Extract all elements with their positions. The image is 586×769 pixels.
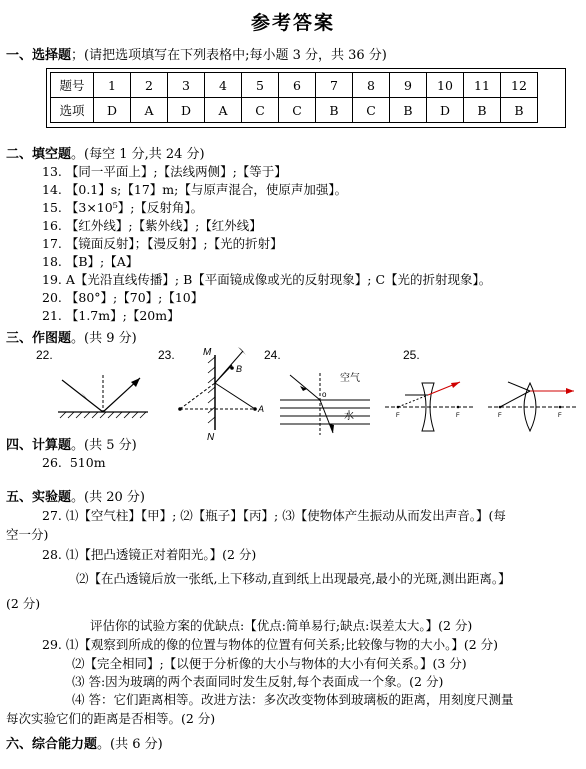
section-experiment-note: 。(共 20 分) [71, 490, 145, 505]
section-drawing-note: 。(共 9 分) [71, 331, 137, 346]
table-cell: 11 [464, 73, 501, 98]
section-drawing-heading [6, 327, 137, 346]
item-number: 14. [42, 182, 62, 197]
item-answer: 【3×10⁵】;【反射角】。 [65, 200, 204, 215]
focus-label: F [456, 413, 460, 419]
item-number: 20. [42, 290, 62, 305]
exp-line: 29. ⑴【观察到所成的像的位置与物体的位置有何关系;比较像与物的大小。】(2 分) [42, 637, 498, 652]
fill-line [42, 252, 138, 270]
item-answer: 【同一平面上】;【法线两侧】;【等于】 [65, 164, 287, 179]
section-drawing-title: 三、作图题 [6, 331, 72, 346]
table-cell: C [353, 98, 390, 123]
drawing-number-25: 25. [403, 348, 420, 362]
section-comprehensive-note: 。(共 6 分) [97, 737, 163, 752]
drawing-24-refraction [280, 371, 370, 435]
focus-label: F [558, 413, 562, 419]
table-cell: 2 [131, 73, 168, 98]
item-number: 16. [42, 218, 62, 233]
item-answer: 【红外线】;【紫外线】;【红外线】 [65, 218, 262, 233]
table-row [51, 73, 538, 98]
section-choice-title: 一、选择题 [6, 48, 72, 63]
fill-line [42, 180, 347, 198]
item-number: 21. [42, 308, 62, 323]
section-experiment-heading [6, 486, 145, 505]
exp-line: 27. ⑴【空气柱】【甲】; ⑵【瓶子】【丙】; ⑶【使物体产生振动从而发出声音。】(每 [42, 508, 506, 523]
table-cell: 9 [390, 73, 427, 98]
fill-line [42, 234, 283, 252]
drawing-22-reflection [58, 375, 148, 418]
point-o-label: o [322, 390, 327, 399]
mirror-label-n: N [207, 432, 215, 443]
section-comprehensive-title: 六、综合能力题 [6, 737, 98, 752]
table-cell: B [464, 98, 501, 123]
section-calc-title: 四、计算题 [6, 438, 72, 453]
item-answer: 510m [69, 455, 106, 470]
section-calc-heading [6, 434, 137, 453]
table-cell: 1 [94, 73, 131, 98]
section-fill-heading [6, 143, 205, 162]
section-comprehensive-heading [6, 733, 163, 752]
table-cell: D [94, 98, 131, 123]
drawing-number-23: 23. [158, 348, 175, 362]
page-title: 参考答案 [250, 12, 335, 34]
table-cell: 7 [316, 73, 353, 98]
drawing-number-24: 24. [264, 348, 281, 362]
table-cell: 4 [205, 73, 242, 98]
air-label: 空气 [340, 373, 360, 384]
table-cell: 10 [427, 73, 464, 98]
row-label-answer: 选项 [51, 98, 94, 123]
item-answer: 【0.1】s;【17】m;【与原声混合，使原声加强】。 [65, 182, 348, 197]
item-number: 13. [42, 164, 62, 179]
table-cell: C [242, 98, 279, 123]
focus-label: F [498, 413, 502, 419]
table-cell: D [427, 98, 464, 123]
water-label: 水 [344, 411, 354, 422]
item-answer: 【B】;【A】 [65, 254, 139, 269]
point-a-label: A [258, 404, 265, 414]
item-answer: 【80°】;【70】;【10】 [65, 290, 204, 305]
drawing-25-lenses [385, 382, 578, 431]
exp-line: 28. ⑴【把凸透镜正对着阳光。】(2 分) [42, 547, 257, 562]
table-cell: 5 [242, 73, 279, 98]
table-cell: B [501, 98, 538, 123]
item-answer: 【1.7m】;【20m】 [65, 308, 180, 323]
row-label-number: 题号 [51, 73, 94, 98]
exp-line: ⑵【完全相同】;【以便于分析像的大小与物体的大小有何关系。】(3 分) [72, 656, 467, 671]
section-experiment-title: 五、实验题 [6, 490, 72, 505]
exp-line: ⑷ 答：它们距离相等。改进方法：多次改变物体到玻璃板的距离，用刻度尺测量 [72, 692, 514, 707]
table-cell: B [390, 98, 427, 123]
exp-line: ⑵【在凸透镜后放一张纸,上下移动,直到纸上出现最亮,最小的光斑,测出距离。】 [76, 571, 511, 586]
point-b-label: B [236, 364, 243, 374]
fill-line [42, 198, 203, 216]
mirror-label-m: M [203, 347, 212, 358]
section-choice-heading [6, 44, 387, 63]
section-fill-note: 。(每空 1 分,共 24 分) [71, 147, 205, 162]
calc-line [42, 455, 106, 470]
exp-line: 空一分) [6, 527, 49, 542]
item-number: 15. [42, 200, 62, 215]
drawings-svg [0, 345, 586, 445]
item-number: 18. [42, 254, 62, 269]
item-answer: 【镜面反射】；【漫反射】;【光的折射】 [65, 236, 283, 251]
section-calc-note: 。(共 5 分) [71, 438, 137, 453]
drawing-23-mirror [178, 347, 264, 443]
table-cell: 3 [168, 73, 205, 98]
table-cell: D [168, 98, 205, 123]
fill-line [42, 162, 287, 180]
table-cell: B [316, 98, 353, 123]
item-number: 17. [42, 236, 62, 251]
item-number: 19. [42, 272, 62, 287]
fill-line [42, 270, 491, 288]
focus-label: F [396, 413, 400, 419]
table-cell: A [131, 98, 168, 123]
exp-line: ⑶ 答:因为玻璃的两个表面同时发生反射,每个表面成一个象。(2 分) [72, 674, 444, 689]
section-fill-title: 二、填空题 [6, 147, 72, 162]
table-cell: A [205, 98, 242, 123]
drawing-number-22: 22. [36, 348, 53, 362]
exp-line: (2 分) [6, 596, 41, 611]
section-choice-note: ；(请把选项填写在下列表格中;每小题 3 分，共 36 分) [71, 48, 387, 63]
exp-line: 每次实验它们的距离是否相等。(2 分) [6, 711, 216, 726]
fill-line [42, 306, 180, 324]
table-cell: 8 [353, 73, 390, 98]
answer-table [50, 72, 538, 123]
table-row [51, 98, 538, 123]
table-cell: 12 [501, 73, 538, 98]
fill-line [42, 288, 203, 306]
table-cell: 6 [279, 73, 316, 98]
item-answer: A【光沿直线传播】; B【平面镜成像或光的反射现象】; C【光的折射现象】。 [65, 272, 492, 287]
fill-line [42, 216, 262, 234]
table-cell: C [279, 98, 316, 123]
exp-line: 评估你的试验方案的优缺点:【优点:简单易行;缺点:误差太大。】(2 分) [90, 618, 473, 633]
item-number: 26. [42, 455, 62, 470]
